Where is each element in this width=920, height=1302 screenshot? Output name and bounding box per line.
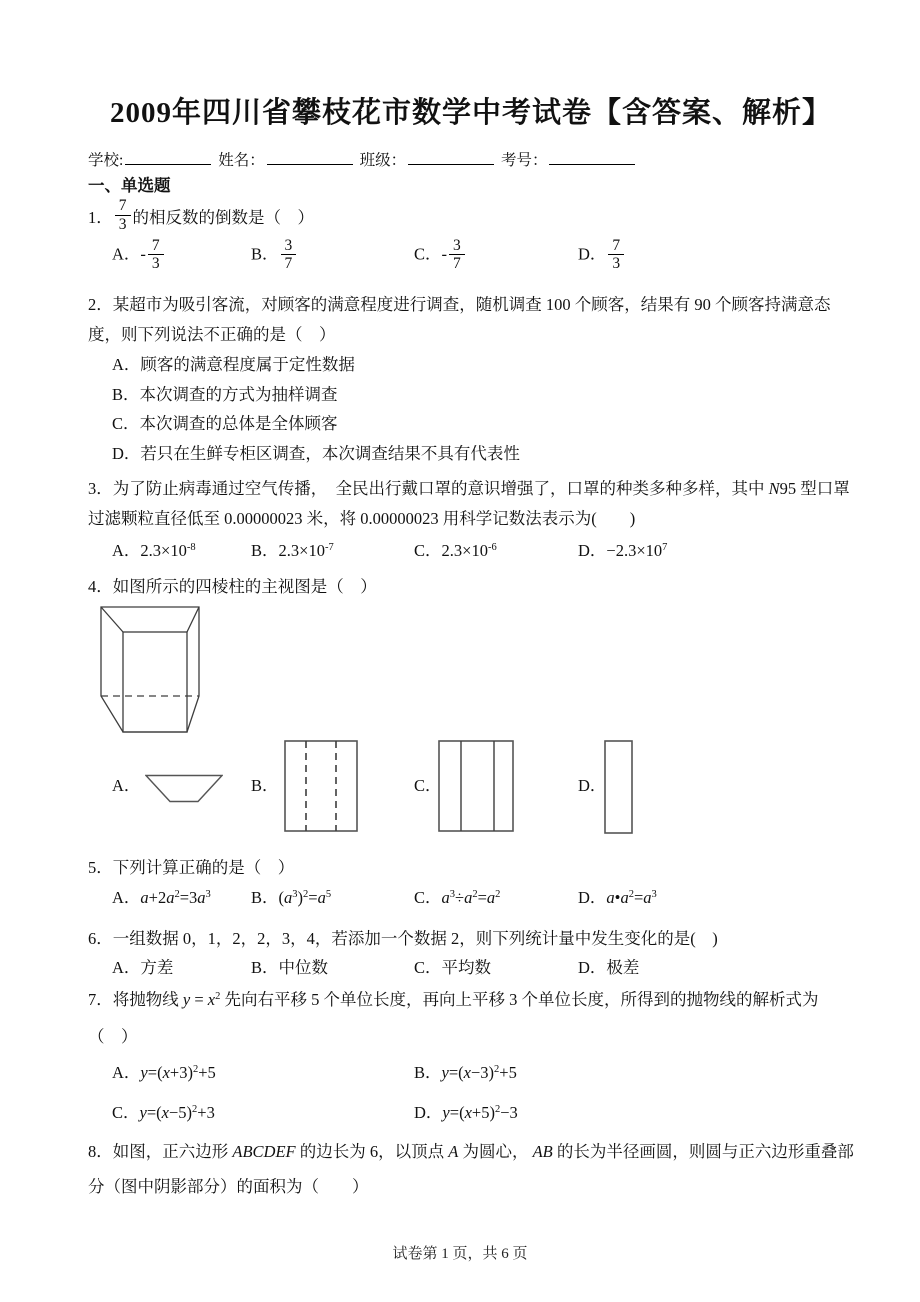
- math-part: A: [448, 1142, 459, 1161]
- option-c: C．平均数: [414, 958, 492, 977]
- math-part: ): [186, 1103, 193, 1122]
- math-part: x: [207, 990, 216, 1009]
- math-part: 2: [192, 1104, 198, 1115]
- math-part: =: [190, 990, 208, 1009]
- option-a: A．方差: [112, 958, 174, 977]
- option-b: B． $\frac{3}{7}$: [251, 238, 298, 274]
- school-blank: [125, 149, 211, 165]
- option-c: C．$a^3\div a^2=a^2$: [414, 888, 501, 907]
- examno-field: [501, 152, 639, 169]
- math-part: a: [620, 888, 629, 907]
- math-part: y: [139, 1103, 147, 1122]
- math-part: 3: [651, 889, 657, 900]
- math-part: 2: [628, 889, 634, 900]
- option-d: D． $\frac{7}{3}$: [578, 238, 626, 274]
- question-1-options: [88, 238, 854, 292]
- math-part: 将抛物线: [112, 990, 183, 1009]
- option-b-label: B．: [251, 776, 279, 795]
- stem-text: 如图所示的四棱柱的主视图是（ ）: [112, 577, 377, 596]
- math-part: −3: [470, 1063, 489, 1082]
- math-part: x: [464, 1103, 472, 1122]
- question-6-options: [88, 953, 854, 983]
- question-7-stem: [88, 985, 854, 1018]
- math-part: =: [308, 888, 318, 907]
- math-part: a: [606, 888, 615, 907]
- question-number: 3．: [88, 479, 113, 498]
- math-part: ): [489, 1103, 495, 1122]
- math-part: 2: [303, 889, 309, 900]
- stem-text: 的相反数的倒数是（ ）: [132, 208, 314, 227]
- math-part: +5: [198, 1063, 216, 1082]
- math-part: ABCDEF: [232, 1142, 296, 1161]
- question-number: 5．: [88, 858, 113, 877]
- math-part: a: [166, 888, 175, 907]
- math-part: -7: [324, 542, 334, 553]
- option-c-label: C．: [414, 776, 442, 795]
- rect-solid-figure: [438, 740, 514, 832]
- question-3-options: [88, 536, 854, 566]
- math-part: N: [768, 479, 780, 498]
- math-part: 7: [662, 542, 668, 553]
- math-part: =: [147, 1063, 158, 1082]
- option-b: B．$y=(x-3)^2+5$: [414, 1063, 517, 1082]
- question-2-stem: [88, 290, 854, 350]
- math-part: +2: [148, 888, 167, 907]
- math-part: (: [459, 1103, 465, 1122]
- option-d-label: D．: [578, 776, 607, 795]
- math-part: +5: [499, 1063, 517, 1082]
- prism-figure: [93, 604, 207, 736]
- math-part: −5: [168, 1103, 187, 1122]
- student-info-line: [88, 148, 854, 170]
- question-4-options: [88, 738, 854, 838]
- option-b: B．$2.3\times 10^{-7}$: [251, 541, 334, 560]
- math-part: (: [458, 1063, 464, 1082]
- math-part: +3: [197, 1103, 215, 1122]
- examno-label: 考号：: [500, 152, 548, 169]
- math-part: 2: [215, 991, 221, 1002]
- stem-text: [88, 479, 850, 528]
- question-3-stem: [88, 474, 854, 534]
- option-c: C．本次调查的总体是全体顾客: [112, 414, 338, 433]
- math-part: 先向右平移 5 个单位长度，再向上平移 3 个单位长度，所得到的抛物线的解析式为: [220, 990, 819, 1009]
- option-d: D．极差: [578, 958, 640, 977]
- math-part: 3: [292, 889, 298, 900]
- question-4-stem: [88, 572, 854, 602]
- option-a: A．$a+2a^2=3a^3$: [112, 888, 211, 907]
- name-blank: [267, 149, 353, 165]
- math-part: y: [441, 1063, 449, 1082]
- fraction: $\frac{7}{3}$: [608, 237, 624, 273]
- math-part: y: [140, 1063, 148, 1082]
- math-part: (: [278, 888, 285, 907]
- math-part: ): [297, 888, 304, 907]
- page-title: 2009年四川省攀枝花市数学中考试卷【含答案、解析】: [109, 97, 832, 129]
- fraction: $\frac{3}{7}$: [281, 237, 297, 273]
- math-part: 2.3×10: [278, 541, 325, 560]
- question-number: 2．: [88, 295, 113, 314]
- stem-text: [88, 1142, 854, 1196]
- class-label: 班级：: [359, 152, 407, 169]
- math-part: −2.3×10: [606, 541, 663, 560]
- math-part: x: [463, 1063, 471, 1082]
- option-d: D．$y=(x+5)^2-3$: [414, 1103, 518, 1122]
- option-d: D．$-2.3\times 10^7$: [578, 541, 668, 560]
- math-part: a: [464, 888, 473, 907]
- page-content: [88, 0, 854, 1302]
- stem-text: 某超市为吸引客流，对顾客的满意程度进行调查，随机调查 100 个顾客，结果有 90 个顾客持满意态度，则下列说法不正确的是（ ）: [88, 295, 831, 344]
- narrow-rect-figure: [604, 740, 633, 834]
- math-part: y: [182, 990, 191, 1009]
- math-part: 2: [494, 1104, 501, 1115]
- name-field: [218, 152, 356, 169]
- option-b: B．本次调查的方式为抽样调查: [112, 384, 338, 404]
- math-part: 为了防止病毒通过空气传播， 全民出行戴口罩的意识增强了，口罩的种类多种多样，其中: [112, 479, 769, 498]
- math-part: 2: [174, 889, 180, 900]
- math-part: 如图，正六边形: [112, 1142, 233, 1161]
- math-part: 3: [205, 889, 211, 900]
- option-c: C．$y=(x-5)^2+3$: [112, 1103, 215, 1122]
- question-number: 7．: [88, 990, 113, 1009]
- option-a: A．顾客的满意程度属于定性数据: [112, 355, 355, 374]
- question-number: 1．: [88, 208, 113, 227]
- math-part: a: [486, 888, 496, 907]
- question-7-options-row2: [88, 1096, 854, 1132]
- math-part: y: [442, 1103, 450, 1122]
- math-part: •: [614, 888, 621, 907]
- math-part: ): [187, 1063, 193, 1082]
- math-part: 2.3×10: [140, 541, 187, 560]
- math-part: -6: [487, 542, 497, 553]
- math-part: =: [449, 1103, 460, 1122]
- math-part: ): [488, 1063, 495, 1082]
- math-part: 95 型口罩过滤颗粒直径低至 0.00000023 米，将 0.00000023 用科学记数法表示为( ): [88, 479, 850, 528]
- examno-blank: [549, 149, 635, 165]
- section-heading: 一、单选题: [88, 177, 171, 195]
- math-part: a: [284, 888, 293, 907]
- question-7-options-row1: [88, 1056, 854, 1092]
- question-7-stem-line2: （ ）: [88, 1027, 138, 1046]
- math-part: 3: [449, 889, 456, 900]
- math-part: (: [156, 1103, 162, 1122]
- question-number: 6．: [88, 929, 113, 948]
- math-part: 为圆心，: [458, 1142, 533, 1161]
- question-number: 8．: [88, 1142, 113, 1161]
- page-footer: 试卷第 1 页，共 6 页: [392, 1246, 528, 1262]
- math-part: ÷: [455, 888, 465, 907]
- math-part: =3: [179, 888, 198, 907]
- math-part: 2: [472, 889, 478, 900]
- math-part: (: [157, 1063, 163, 1082]
- math-part: -8: [186, 542, 196, 553]
- class-field: [360, 152, 498, 169]
- option-a: A．$2.3\times 10^{-8}$: [112, 541, 196, 560]
- option-b: B．中位数: [251, 958, 329, 977]
- option-b: B．$(a^3)^2=a^5$: [251, 888, 332, 907]
- fraction: $\frac{7}{3}$: [148, 237, 164, 273]
- school-field: [88, 152, 214, 169]
- math-part: =: [633, 888, 644, 907]
- math-part: a: [197, 888, 206, 907]
- math-part: −3: [500, 1103, 518, 1122]
- math-part: a: [317, 888, 326, 907]
- question-5-options: [88, 882, 854, 916]
- math-part: 5: [325, 889, 332, 900]
- fraction: $\frac{7}{3}$: [115, 197, 131, 233]
- stem-text: 一组数据 0，1，2，2，3，4，若添加一个数据 2，则下列统计量中发生变化的是( ): [112, 929, 718, 948]
- question-number: 4．: [88, 577, 113, 596]
- option-a: A．$y=(x+3)^2+5$: [112, 1063, 216, 1082]
- question-8-stem: [88, 1134, 854, 1204]
- question-5-stem: [88, 853, 854, 883]
- option-c: C．- $\frac{3}{7}$: [414, 238, 467, 274]
- option-d: D．若只在生鲜专柜区调查，本次调查结果不具有代表性: [112, 443, 520, 463]
- math-part: +5: [471, 1103, 490, 1122]
- math-part: 的长为半径画圆，则圆与正六边形重叠部分（图中阴影部分）的面积为（ ）: [88, 1142, 854, 1196]
- math-part: =: [146, 1103, 157, 1122]
- math-part: 2: [192, 1064, 199, 1075]
- math-part: +3: [169, 1063, 188, 1082]
- stem-text: 下列计算正确的是（ ）: [112, 858, 295, 877]
- math-part: =: [477, 888, 487, 907]
- option-d: D．$a•a^2=a^3$: [578, 888, 657, 907]
- math-part: 2: [495, 889, 501, 900]
- math-part: a: [441, 888, 450, 907]
- question-2-options: [88, 350, 854, 468]
- fraction: $\frac{3}{7}$: [449, 237, 465, 273]
- math-part: a: [643, 888, 652, 907]
- math-part: 2: [494, 1064, 500, 1075]
- name-label: 姓名：: [218, 152, 265, 169]
- question-1-stem: [88, 192, 854, 240]
- option-c: C．$2.3\times 10^{-6}$: [414, 541, 497, 560]
- trapezoid-figure: [145, 774, 223, 803]
- math-part: x: [162, 1063, 170, 1082]
- math-part: a: [140, 888, 149, 907]
- math-part: =: [448, 1063, 459, 1082]
- math-part: x: [161, 1103, 169, 1122]
- school-label: 学校:: [88, 152, 124, 169]
- option-a: A．- $\frac{7}{3}$: [112, 238, 166, 274]
- stem-text: [113, 990, 819, 1009]
- math-part: 2.3×10: [441, 541, 488, 560]
- option-a-label: A．: [112, 776, 141, 795]
- math-part: AB: [532, 1142, 553, 1161]
- math-part: 的边长为 6，以顶点: [295, 1142, 449, 1161]
- question-6-stem: [88, 924, 854, 954]
- rect-dashed-figure: [284, 740, 358, 832]
- class-blank: [408, 149, 494, 165]
